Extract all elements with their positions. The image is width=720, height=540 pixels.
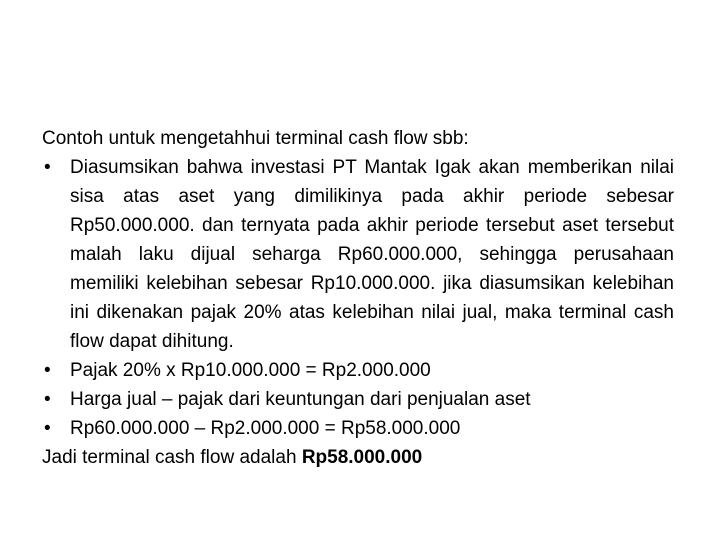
bullet-text-calculation: Rp60.000.000 – Rp2.000.000 = Rp58.000.000 <box>70 418 461 439</box>
bullet-item-formula <box>42 385 674 414</box>
bullet-item-tax <box>42 356 674 385</box>
bullet-text-assumption: Diasumsikan bahwa investasi PT Mantak Igak akan memberikan nilai sisa atas aset yang dimilikinya pada akhir periode sebesar Rp50.000.000. dan ternyata pada akhir periode tersebut aset tersebut malah laku dijual seharga Rp60.000.000, sehingga perusahaan memiliki kelebihan sebesar Rp10.000.000. jika diasumsikan kelebihan ini dikenakan pajak 20% atas kelebihan nilai jual, maka terminal cash flow dapat dihitung. <box>70 157 674 352</box>
bullet-item-calculation <box>42 414 674 443</box>
intro-text: Contoh untuk mengetahhui terminal cash flow sbb: <box>42 128 469 149</box>
conclusion-value: Rp58.000.000 <box>301 447 423 468</box>
bullet-text-formula: Harga jual – pajak dari keuntungan dari penjualan aset <box>70 389 531 410</box>
conclusion-line <box>42 443 674 472</box>
bullet-text-tax: Pajak 20% x Rp10.000.000 = Rp2.000.000 <box>70 360 431 381</box>
slide-body <box>42 124 674 472</box>
bullet-icon: • <box>44 360 51 381</box>
bullet-icon: • <box>44 157 51 178</box>
bullet-icon: • <box>44 418 51 439</box>
bullet-icon: • <box>44 389 51 410</box>
bullet-item-assumption <box>42 153 674 356</box>
conclusion-prefix: Jadi terminal cash flow adalah <box>42 447 302 468</box>
